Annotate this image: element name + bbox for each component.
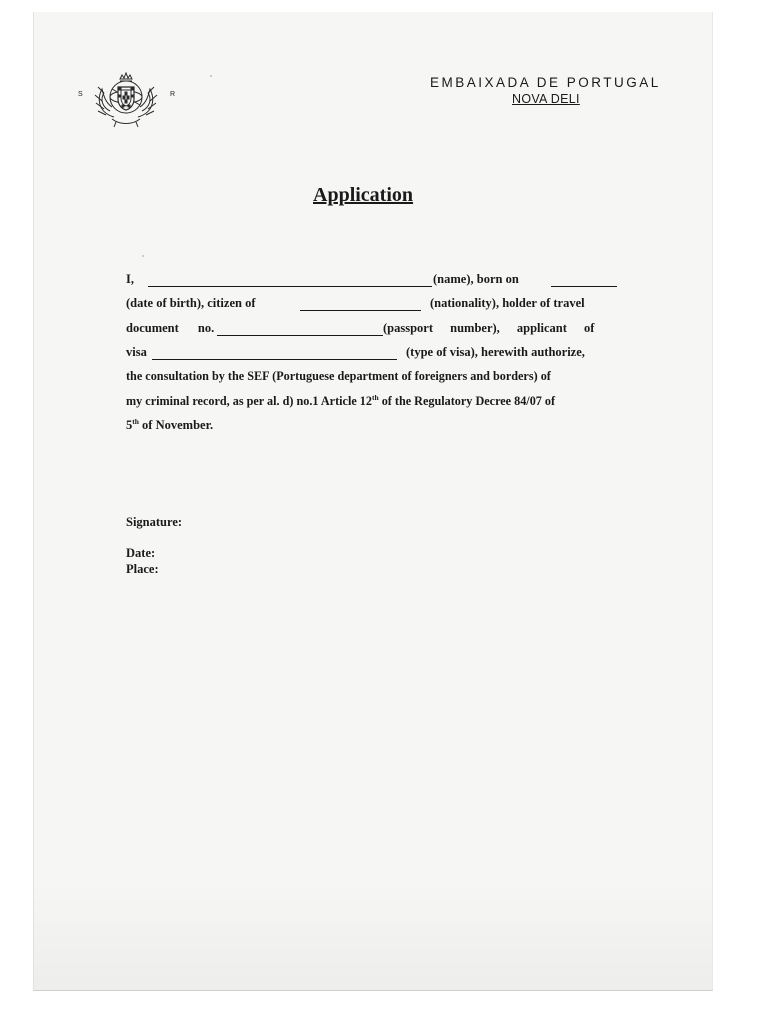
- signature-label: Signature:: [126, 515, 183, 529]
- name-label: (name), born on: [433, 272, 519, 286]
- passport-label: (passport number), applicant of: [383, 321, 595, 335]
- line7-text-a: 5: [126, 418, 133, 432]
- visa-type-blank[interactable]: [152, 359, 397, 360]
- line3-start: document no.: [126, 321, 215, 335]
- name-blank[interactable]: [148, 286, 432, 287]
- embassy-city: NOVA DELI: [512, 92, 580, 106]
- line6: [126, 394, 555, 409]
- line2-start: (date of birth), citizen of: [126, 296, 256, 310]
- line7: [126, 418, 213, 433]
- visa-label: (type of visa), herewith authorize,: [406, 345, 585, 359]
- line6-superscript: th: [371, 393, 379, 402]
- date-label: Date:: [126, 546, 156, 560]
- line4-start: visa: [126, 345, 147, 359]
- nationality-label: (nationality), holder of travel: [430, 296, 585, 310]
- line5: the consultation by the SEF (Portuguese department of foreigners and borders) of: [126, 369, 551, 383]
- line6-text-b: of the Regulatory Decree 84/07 of: [378, 394, 556, 408]
- embassy-name: EMBAIXADA DE PORTUGAL: [430, 75, 661, 90]
- date-of-birth-blank[interactable]: [551, 286, 617, 287]
- scan-speck: [210, 75, 212, 77]
- line6-text-a: my criminal record, as per al. d) no.1 Article 12: [126, 394, 372, 408]
- document-title: Application: [313, 184, 414, 206]
- line1-start: I,: [126, 272, 134, 286]
- line7-text-b: of November.: [138, 418, 214, 432]
- passport-number-blank[interactable]: [217, 335, 383, 336]
- line2-end: [430, 296, 617, 311]
- document-page: [33, 12, 713, 991]
- coat-of-arms-icon: [92, 67, 160, 129]
- line7-superscript: th: [132, 417, 139, 426]
- seal-letter-left: S: [78, 91, 83, 98]
- seal-letter-right: R: [170, 91, 176, 98]
- scan-speck: [142, 255, 144, 257]
- place-label: Place:: [126, 562, 159, 576]
- nationality-blank[interactable]: [300, 310, 421, 311]
